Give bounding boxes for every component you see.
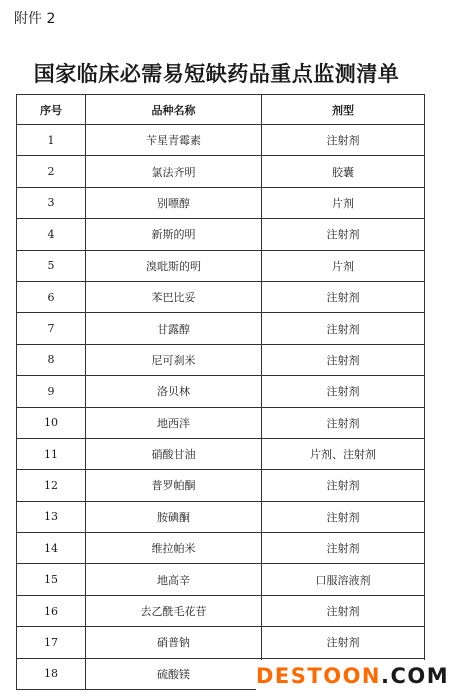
column-header-drug-name: 品种名称 bbox=[86, 95, 262, 125]
cell-drug-name: 别嘌醇 bbox=[86, 187, 262, 218]
table-row bbox=[17, 376, 425, 407]
cell-drug-name: 胺碘酮 bbox=[86, 501, 262, 532]
table-row bbox=[17, 156, 425, 187]
cell-number: 4 bbox=[17, 219, 86, 250]
cell-dosage-form: 片剂 bbox=[262, 187, 425, 218]
table-header-row bbox=[17, 95, 425, 125]
cell-dosage-form: 胶囊 bbox=[262, 156, 425, 187]
cell-number: 10 bbox=[17, 407, 86, 438]
cell-drug-name: 甘露醇 bbox=[86, 313, 262, 344]
watermark-text-primary: DESTOON bbox=[256, 664, 382, 688]
watermark-text-suffix: .COM bbox=[381, 664, 449, 688]
table-body bbox=[17, 125, 425, 690]
cell-drug-name: 新斯的明 bbox=[86, 219, 262, 250]
table-row bbox=[17, 313, 425, 344]
cell-dosage-form: 注射剂 bbox=[262, 595, 425, 626]
destoon-watermark-logo bbox=[256, 660, 449, 692]
cell-drug-name: 溴吡斯的明 bbox=[86, 250, 262, 281]
cell-dosage-form: 注射剂 bbox=[262, 501, 425, 532]
cell-drug-name: 苄星青霉素 bbox=[86, 125, 262, 156]
cell-dosage-form: 片剂、注射剂 bbox=[262, 438, 425, 469]
cell-drug-name: 普罗帕酮 bbox=[86, 470, 262, 501]
cell-drug-name: 维拉帕米 bbox=[86, 533, 262, 564]
cell-drug-name: 氯法齐明 bbox=[86, 156, 262, 187]
table-row bbox=[17, 125, 425, 156]
table-row bbox=[17, 344, 425, 375]
cell-dosage-form: 注射剂 bbox=[262, 219, 425, 250]
cell-number: 13 bbox=[17, 501, 86, 532]
cell-number: 5 bbox=[17, 250, 86, 281]
column-header-dosage-form: 剂型 bbox=[262, 95, 425, 125]
cell-number: 16 bbox=[17, 595, 86, 626]
cell-dosage-form: 注射剂 bbox=[262, 627, 425, 658]
cell-dosage-form: 注射剂 bbox=[262, 376, 425, 407]
cell-number: 12 bbox=[17, 470, 86, 501]
table-row bbox=[17, 470, 425, 501]
table-row bbox=[17, 438, 425, 469]
cell-dosage-form: 口服溶液剂 bbox=[262, 564, 425, 595]
cell-dosage-form: 注射剂 bbox=[262, 533, 425, 564]
table-row bbox=[17, 533, 425, 564]
cell-number: 6 bbox=[17, 281, 86, 312]
cell-drug-name: 硝酸甘油 bbox=[86, 438, 262, 469]
table-row bbox=[17, 564, 425, 595]
cell-number: 14 bbox=[17, 533, 86, 564]
cell-number: 8 bbox=[17, 344, 86, 375]
table-row bbox=[17, 501, 425, 532]
cell-dosage-form: 注射剂 bbox=[262, 344, 425, 375]
table-row bbox=[17, 627, 425, 658]
cell-number: 7 bbox=[17, 313, 86, 344]
table-row bbox=[17, 219, 425, 250]
table-row bbox=[17, 407, 425, 438]
cell-drug-name: 去乙酰毛花苷 bbox=[86, 595, 262, 626]
table-row bbox=[17, 281, 425, 312]
cell-drug-name: 尼可刹米 bbox=[86, 344, 262, 375]
cell-dosage-form: 片剂 bbox=[262, 250, 425, 281]
cell-number: 2 bbox=[17, 156, 86, 187]
cell-number: 9 bbox=[17, 376, 86, 407]
cell-drug-name: 地西泮 bbox=[86, 407, 262, 438]
table-row bbox=[17, 250, 425, 281]
cell-number: 1 bbox=[17, 125, 86, 156]
attachment-label: 附件 2 bbox=[14, 11, 56, 27]
cell-drug-name: 地高辛 bbox=[86, 564, 262, 595]
cell-drug-name: 苯巴比妥 bbox=[86, 281, 262, 312]
cell-dosage-form: 注射剂 bbox=[262, 407, 425, 438]
cell-dosage-form: 注射剂 bbox=[262, 470, 425, 501]
cell-number: 17 bbox=[17, 627, 86, 658]
cell-number: 11 bbox=[17, 438, 86, 469]
cell-drug-name: 洛贝林 bbox=[86, 376, 262, 407]
cell-number: 3 bbox=[17, 187, 86, 218]
cell-drug-name: 硫酸镁 bbox=[86, 658, 262, 689]
cell-dosage-form: 注射剂 bbox=[262, 125, 425, 156]
document-title: 国家临床必需易短缺药品重点监测清单 bbox=[33, 62, 400, 86]
cell-number: 18 bbox=[17, 658, 86, 689]
drug-list-table bbox=[16, 94, 425, 690]
cell-dosage-form: 注射剂 bbox=[262, 313, 425, 344]
column-header-number: 序号 bbox=[17, 95, 86, 125]
cell-drug-name: 硝普钠 bbox=[86, 627, 262, 658]
cell-dosage-form: 注射剂 bbox=[262, 281, 425, 312]
table-row bbox=[17, 595, 425, 626]
cell-number: 15 bbox=[17, 564, 86, 595]
table-row bbox=[17, 187, 425, 218]
